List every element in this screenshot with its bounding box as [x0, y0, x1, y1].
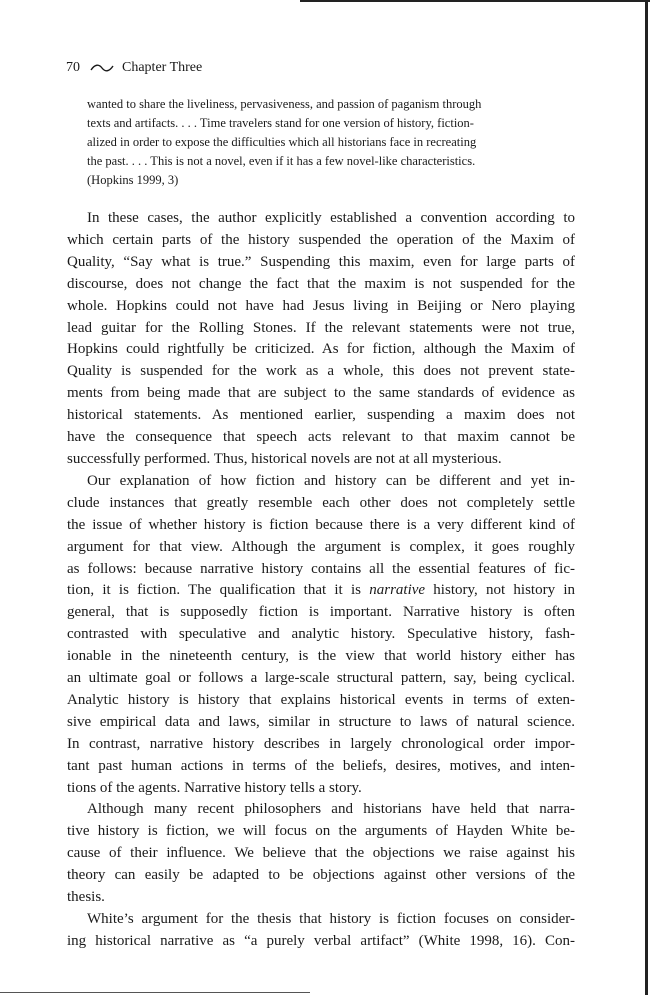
body-line: ionable in the nineteenth century, is the view that world history either has [67, 648, 575, 665]
body-line: cause of their influence. We believe that the objections we raise against his [67, 845, 575, 862]
chapter-title: Chapter Three [122, 60, 203, 75]
running-header [66, 60, 202, 76]
quote-line: (Hopkins 1999, 3) [87, 173, 179, 187]
body-line: Although many recent philosophers and historians have held that narra- [87, 801, 575, 818]
body-line: as follows: because narrative history contains all the essential features of fic- [67, 560, 575, 577]
body-line: Analytic history is history that explains historical events in terms of exten- [67, 691, 575, 708]
body-text [67, 208, 575, 953]
block-quote [87, 95, 553, 190]
body-line: which certain parts of the history suspended the operation of the Maxim of [67, 231, 575, 248]
body-line: successfully performed. Thus, historical novels are not at all mysterious. [67, 450, 502, 467]
body-line: Hopkins could rightfully be criticized. As for fiction, although the Maxim of [67, 341, 575, 358]
body-line: lead guitar for the Rolling Stones. If the relevant statements were not true, [67, 319, 575, 336]
body-line: ing historical narrative as “a purely verbal artifact” (White 1998, 16). Con- [67, 932, 575, 949]
body-line: clude instances that greatly resemble each other does not completely settle [67, 494, 575, 511]
body-line: argument for that view. Although the argument is complex, it goes roughly [67, 538, 575, 555]
page-number: 70 [66, 60, 80, 75]
body-line: historical statements. As mentioned earlier, suspending a maxim does not [67, 407, 575, 424]
body-line: whole. Hopkins could not have had Jesus living in Beijing or Nero playing [67, 297, 575, 314]
body-line: general, that is supposedly fiction is important. Narrative history is often [67, 604, 575, 621]
body-line: contrasted with speculative and analytic history. Speculative history, fash- [67, 626, 575, 643]
body-line: Quality, “Say what is true.” Suspending this maxim, even for large parts of [67, 253, 575, 270]
body-line: Our explanation of how fiction and history can be different and yet in- [87, 472, 575, 489]
swung-dash-ornament-icon [90, 63, 114, 73]
body-line: sive empirical data and laws, similar in structure to laws of natural science. [67, 713, 575, 730]
body-line: ments from being made that are subject to the same standards of evidence as [67, 385, 575, 402]
scan-edge-right [645, 0, 648, 995]
body-line: have the consequence that speech acts relevant to that maxim cannot be [67, 429, 575, 446]
body-line: discourse, does not change the fact that the maxim is not suspended for the [67, 275, 575, 292]
quote-line: texts and artifacts. . . . Time travelers stand for one version of history, fiction- [87, 116, 474, 130]
body-line: tions of the agents. Narrative history tells a story. [67, 779, 362, 796]
quote-line: alized in order to expose the difficulties which all historians face in recreating [87, 135, 477, 149]
body-line: tion, it is fiction. The qualification that it is narrative history, not history in [67, 582, 575, 599]
body-line: In these cases, the author explicitly established a convention according to [87, 210, 575, 226]
body-line: theory can easily be adapted to be objections against other versions of the [67, 867, 575, 884]
body-line: thesis. [67, 889, 105, 906]
body-line: an ultimate goal or follows a large-scale structural pattern, say, being cyclical. [67, 670, 575, 687]
scan-edge-top [300, 0, 650, 2]
body-line: In contrast, narrative history describes in largely chronological order impor- [67, 735, 575, 752]
body-line: tant past human actions in terms of the beliefs, desires, motives, and inten- [67, 757, 575, 774]
body-line: tive history is fiction, we will focus on the arguments of Hayden White be- [67, 823, 575, 840]
body-line: White’s argument for the thesis that history is fiction focuses on consider- [87, 911, 575, 927]
body-line: the issue of whether history is fiction because there is a very different kind of [67, 516, 575, 533]
quote-line: the past. . . . This is not a novel, even if it has a few novel-like characteristics. [87, 154, 476, 168]
scan-edge-bottom [0, 992, 310, 993]
body-line: Quality is suspended for the work as a whole, this does not prevent state- [67, 363, 575, 380]
quote-line: wanted to share the liveliness, pervasiveness, and passion of paganism through [87, 97, 482, 111]
